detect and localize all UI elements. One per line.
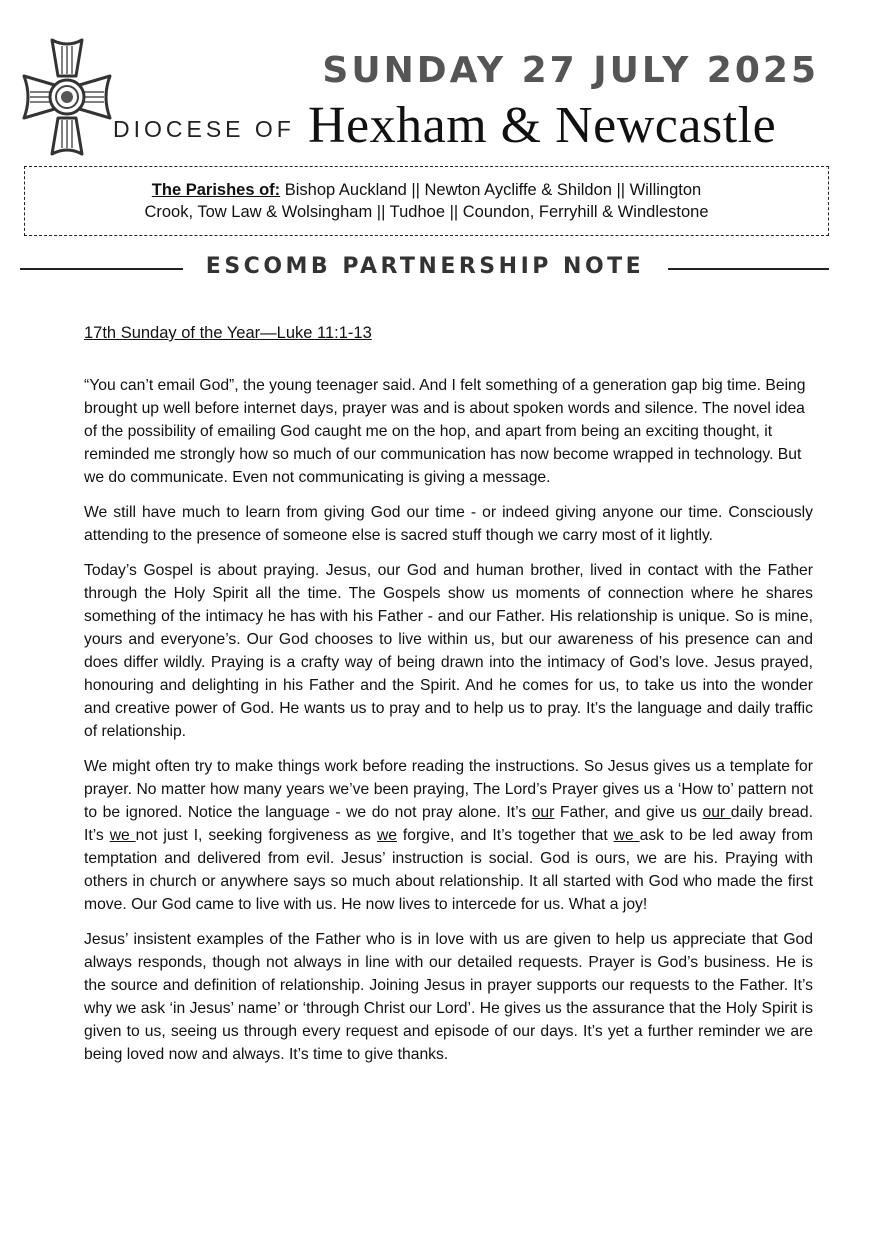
article-subtitle: 17th Sunday of the Year—Luke 11:1-13 (84, 324, 372, 342)
title-rule-right (668, 268, 829, 270)
p4-segment: We might often try to make things work before reading the instructions. So Jesus gives us a template for prayer. No matter how many years we’ve been praying, The Lord’s Prayer gives us a ‘How to’ pattern not to be ignored. Notice the language - we do not pray alone. It’s (84, 758, 813, 821)
parish-line-1 (25, 179, 828, 201)
note-title: ESCOMB PARTNERSHIP NOTE (205, 254, 645, 279)
diocese-name: Hexham & Newcastle (308, 97, 777, 154)
parishes-line1-text: Bishop Auckland || Newton Aycliffe & Shildon || Willington (284, 181, 702, 199)
paragraph-5: Jesus’ insistent examples of the Father who is in love with us are given to help us appreciate that God always responds, though not always in line with our detailed requests. Prayer is God’s business. He is the source and definition of relationship. Joining Jesus in prayer supports our requests to the Father. It’s why we ask ‘in Jesus’ name’ or ‘through Christ our Lord’. He gives us the assurance that the Holy Spirit is given to us, seeing us through every request and episode of our days. It’s yet a further reminder we are being loved now and always. It’s time to give thanks. (84, 931, 813, 1063)
p4-emphasis: we (109, 827, 136, 844)
service-date: SUNDAY 27 JULY 2025 (322, 50, 819, 91)
paragraph-2: We still have much to learn from giving God our time - or indeed giving anyone our time. Consciously attending to the presence of someone else is sacred stuff though we carry most of it lightly. (84, 504, 813, 544)
cross-emblem-icon (22, 38, 112, 156)
p4-emphasis: our (702, 804, 731, 821)
diocese-prefix: DIOCESE OF (113, 116, 295, 142)
parish-line-2: Crook, Tow Law & Wolsingham || Tudhoe || Coundon, Ferryhill & Windlestone (144, 203, 709, 221)
p4-segment: forgive, and It’s together that (397, 827, 614, 844)
p4-segment: ask to be led away from temptation and delivered from evil. Jesus’ instruction is social. God is ours, we are his. Praying with others in church or anywhere says so much about relationship. It all started with God who made the first move. Our God came to live with us. He now lives to intercede for us. What a joy! (84, 827, 814, 913)
p4-emphasis: our (531, 804, 555, 821)
parishes-label: The Parishes of: (151, 181, 281, 199)
article-body (84, 322, 813, 1078)
parish-list-box (24, 166, 829, 236)
p4-emphasis: we (613, 827, 640, 844)
diocese-logo (22, 38, 112, 156)
p4-emphasis: we (376, 827, 397, 844)
p4-segment: not just I, seeking forgiveness as (135, 827, 377, 844)
paragraph-3: Today’s Gospel is about praying. Jesus, our God and human brother, lived in contact with the Father through the Holy Spirit all the time. The Gospels show us moments of connection where he shares something of the intimacy he has with his Father - and our Father. His relationship is unique. So is mine, yours and everyone’s. Our God chooses to live within us, but our awareness of his presence can and does differ wildly. Praying is a crafty way of being drawn into the intimacy of God’s love. Jesus prayed, honouring and delighting in his Father and the Spirit. And he comes for us, to take us into the wonder and creative power of God. He wants us to pray and to help us to pray. It’s the language and daily traffic of relationship. (84, 562, 813, 740)
p4-segment: Father, and give us (554, 804, 703, 821)
p4-segment: daily bread. It’s (84, 804, 813, 844)
paragraph-4 (84, 755, 813, 916)
paragraph-1: “You can’t email God”, the young teenager said. And I felt something of a generation gap big time. Being brought up well before internet days, prayer was and is about spoken words and silence. The novel idea of the possibility of emailing God caught me on the hop, and apart from being an exciting thought, it reminded me strongly how so much of our communication has now become wrapped in technology. But we do communicate. Even not communicating is giving a message. (84, 377, 806, 486)
